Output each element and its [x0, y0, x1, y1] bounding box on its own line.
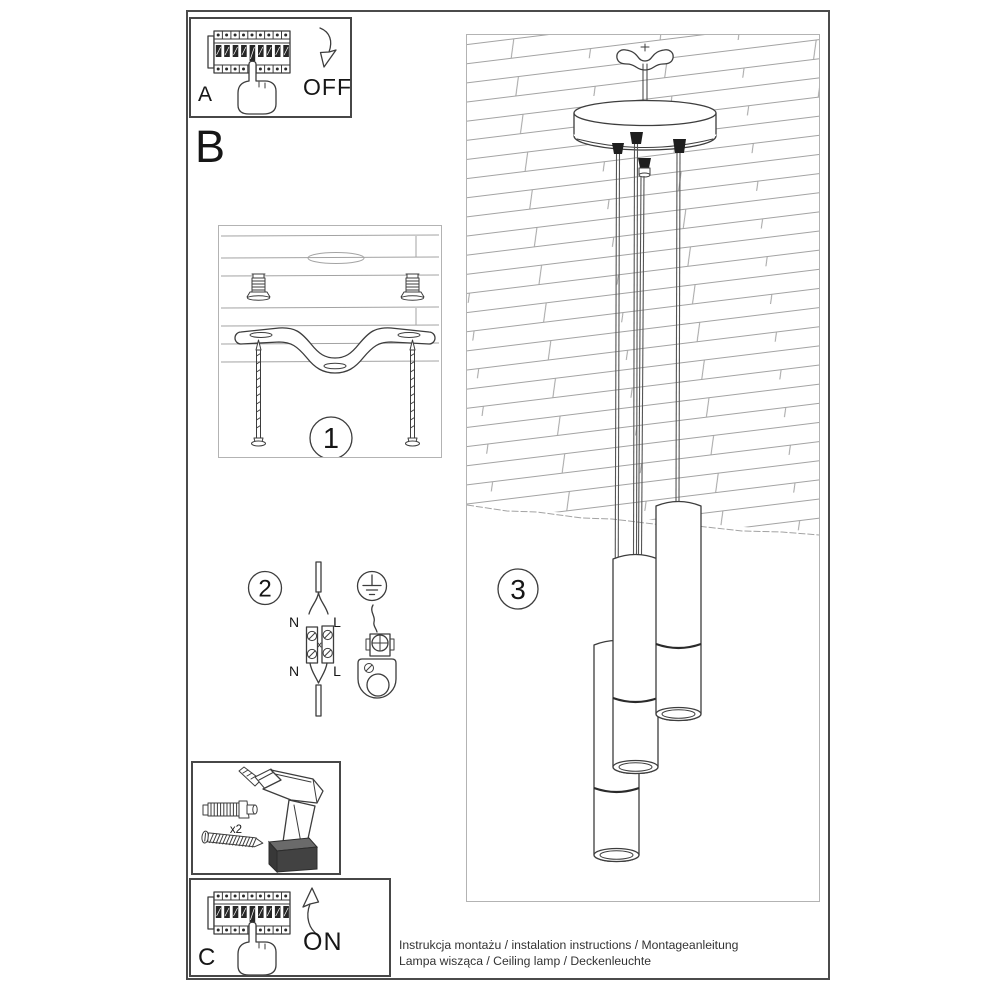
label-neutral-bottom: N [288, 663, 300, 679]
lamp-tube-right [656, 502, 701, 721]
step-2-diagram [243, 558, 403, 723]
screw-icon [252, 340, 266, 446]
step-number-2 [249, 572, 282, 605]
arrow-down-icon [320, 28, 336, 67]
step-1-box [218, 225, 442, 458]
step-a-illustration [191, 19, 350, 116]
plug-quantity: x2 [229, 824, 243, 836]
ground-clamp-icon [358, 634, 396, 698]
svg-text:3: 3 [510, 574, 526, 605]
step-a-state: OFF [303, 74, 352, 100]
footer-product: Lampa wisząca / Ceiling lamp / Deckenleuchte [399, 953, 651, 968]
lamp-tube-center [613, 555, 658, 774]
svg-text:2: 2 [258, 575, 272, 603]
footer [399, 938, 738, 969]
step-c-state: ON [303, 928, 343, 956]
svg-text:1: 1 [322, 423, 340, 455]
label-neutral-top: N [288, 614, 300, 630]
wiring-illustration [243, 558, 403, 723]
mounting-bracket-icon [235, 328, 435, 373]
step-c-illustration [191, 880, 389, 975]
label-live-bottom: L [333, 663, 341, 679]
step-number-1 [310, 417, 352, 457]
screw-icon [406, 340, 420, 446]
step-3-box [466, 34, 820, 902]
earth-wire [372, 605, 377, 632]
lamp-cable [310, 663, 327, 716]
terminal-block-icon [307, 626, 334, 663]
step-a-box [189, 17, 352, 118]
step-number-3 [498, 569, 538, 609]
earth-symbol-icon [358, 572, 387, 601]
tools-illustration [193, 763, 339, 873]
step-a-label: A [198, 83, 213, 106]
pendant-lamp-illustration [467, 35, 819, 901]
footer-title: Instrukcja montażu / instalation instructions / Montageanleitung [399, 938, 739, 952]
step-b-label: B [195, 121, 226, 172]
wall-plug-icon [203, 801, 257, 818]
tools-box [191, 761, 341, 875]
label-live-top: L [333, 614, 341, 630]
mounting-illustration [219, 226, 441, 457]
wall-anchor-icon [247, 274, 270, 300]
drill-icon [239, 767, 323, 872]
step-c-box [189, 878, 391, 977]
supply-cable [309, 562, 328, 614]
step-c-label: C [198, 944, 216, 971]
wall-anchor-icon [401, 274, 424, 300]
canopy [574, 101, 716, 151]
